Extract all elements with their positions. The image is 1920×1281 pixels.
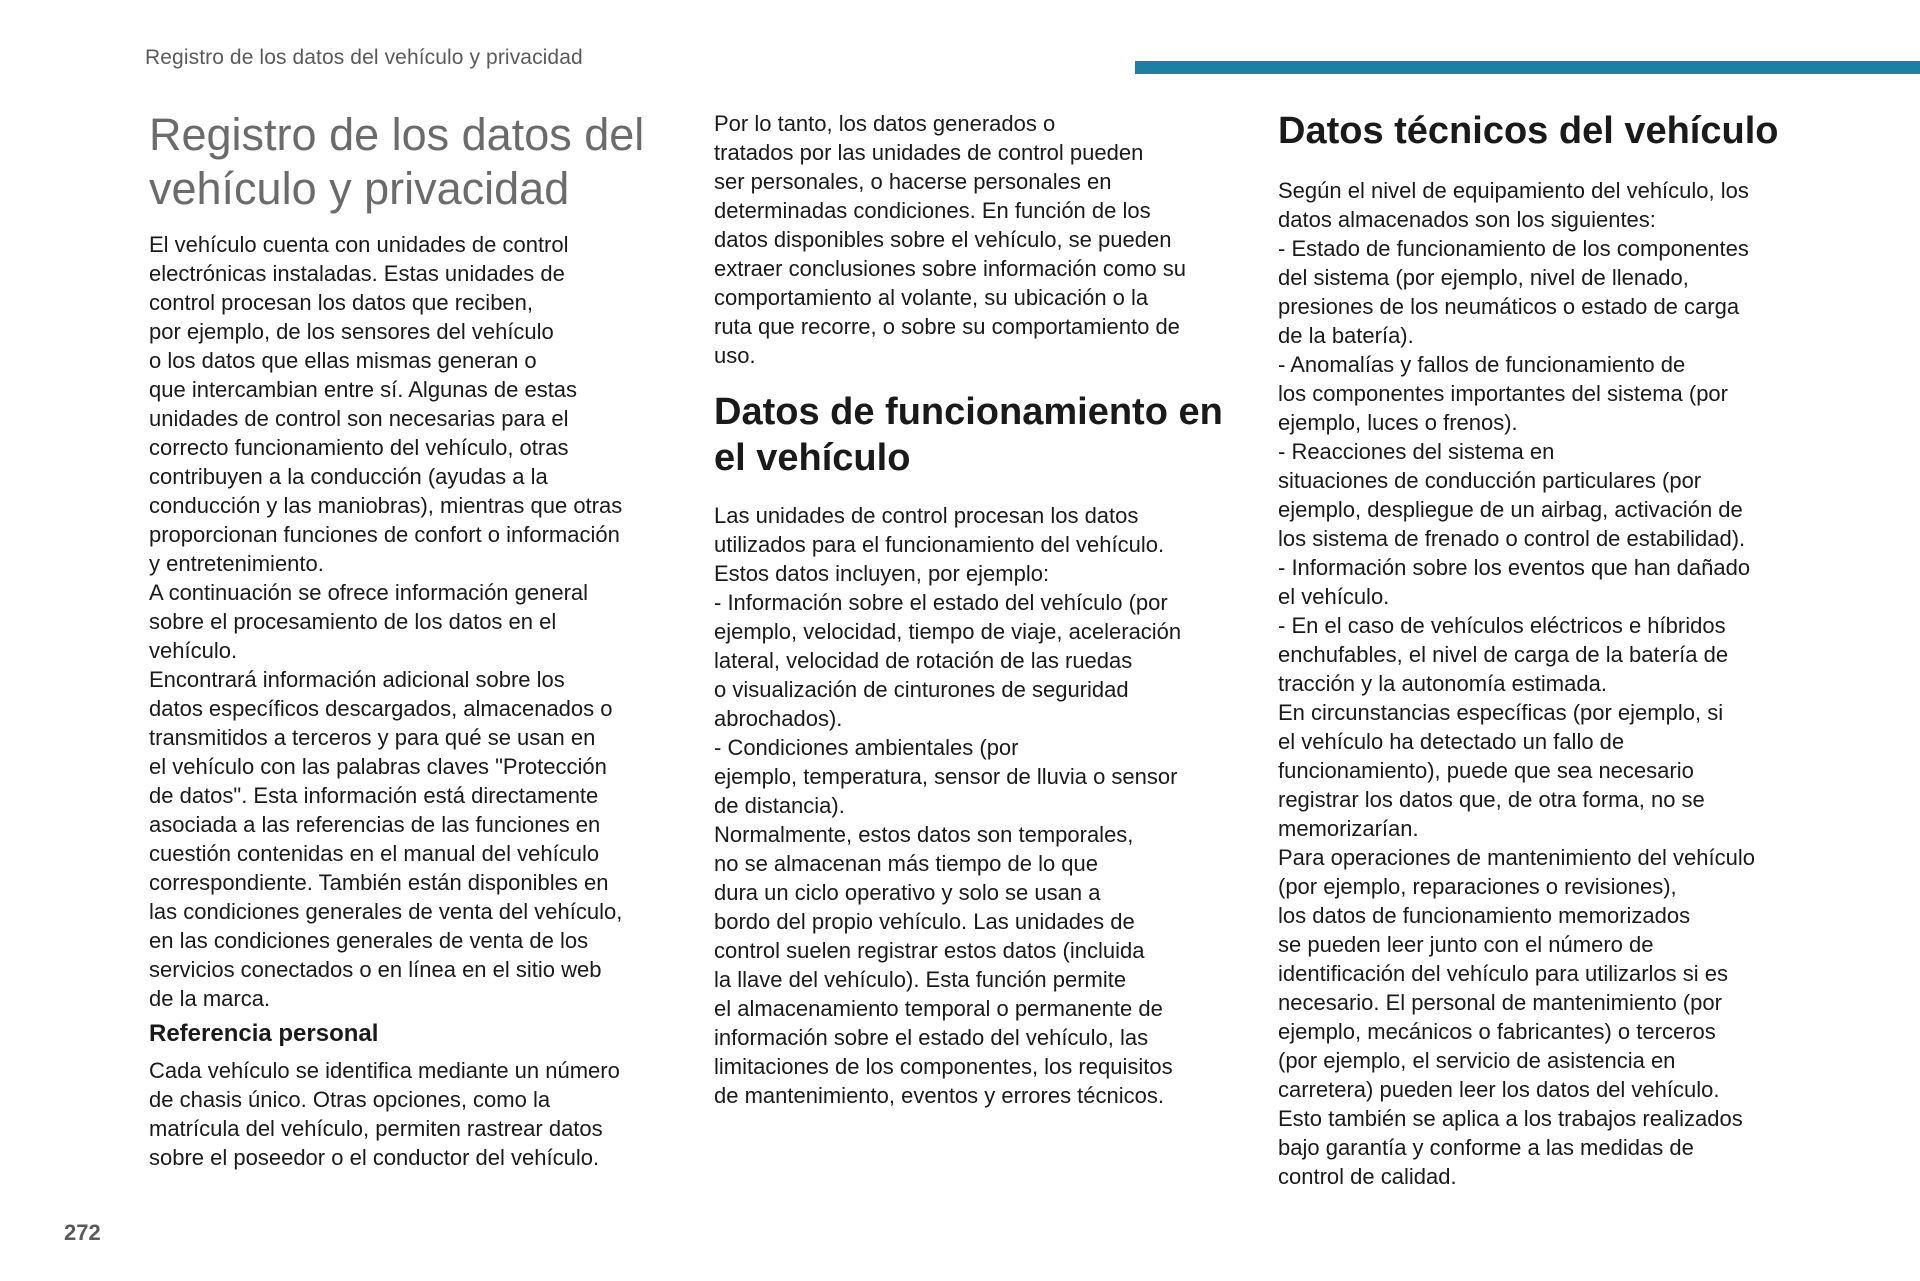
technical-data-paragraph: Según el nivel de equipamiento del vehículo, los datos almacenados son los siguientes: - Estado de funcionamiento de los componentes del sistema (por ejemplo, nivel de llenado, presiones de los neumáticos o estado de carga de la batería). - Anomalías y fallos de funcionamiento de los componentes importantes del sistema (por ejemplo, luces o frenos). - Reacciones del sistema en situaciones de conducción particulares (por ejemplo, despliegue de un airbag, activación de los sistema de frenado o control de estabilidad). - Información sobre los eventos que han dañado el vehículo. - En el caso de vehículos eléctricos e híbridos enchufables, el nivel de carga de la batería de tracción y la autonomía estimada. En circunstancias específicas (por ejemplo, si el vehículo ha detectado un fallo de funcionamiento), puede que sea necesario registrar los datos que, de otra forma, no se memorizarían. Para operaciones de mantenimiento del vehículo (por ejemplo, reparaciones o revisiones), los datos de funcionamiento memorizados se pueden leer junto con el número de identificación del vehículo para utilizarlos si es necesario. El personal de mantenimiento (por ejemplo, mecánicos o fabricantes) o terceros (por ejemplo, el servicio de asistencia en carretera) pueden leer los datos del vehículo. Esto también se aplica a los trabajos realizados bajo garantía y conforme a las medidas de control de calidad. (1278, 178, 1755, 1189)
operating-data-paragraph: Las unidades de control procesan los datos utilizados para el funcionamiento del vehículo. Estos datos incluyen, por ejemplo: - Información sobre el estado del vehículo (por ejemplo, velocidad, tiempo de viaje, aceleración lateral, velocidad de rotación de las ruedas o visualización de cinturones de seguridad abrochados). - Condiciones ambientales (por ejemplo, temperatura, sensor de lluvia o sensor de distancia). Normalmente, estos datos son temporales, no se almacenan más tiempo de lo que dura un ciclo operativo y solo se usan a bordo del propio vehículo. Las unidades de control suelen registrar estos datos (incluida la llave del vehículo). Esta función permite el almacenamiento temporal o permanente de información sobre el estado del vehículo, las limitaciones de los componentes, los requisitos de mantenimiento, eventos y errores técnicos. (714, 503, 1182, 1108)
page-number: 272 (64, 1220, 101, 1245)
running-header: Registro de los datos del vehículo y privacidad (145, 46, 583, 69)
intro-paragraph: El vehículo cuenta con unidades de control electrónicas instaladas. Estas unidades de control procesan los datos que reciben, por ejemplo, de los sensores del vehículo o los datos que ellas mismas generan o que intercambian entre sí. Algunas de estas unidades de control son necesarias para el correcto funcionamiento del vehículo, otras contribuyen a la conducción (ayudas a la conducción y las maniobras), mientras que otras proporcionan funciones de confort o información y entretenimiento. A continuación se ofrece información general sobre el procesamiento de los datos en el vehículo. Encontrará información adicional sobre los datos específicos descargados, almacenados o transmitidos a terceros y para qué se usan en el vehículo con las palabras claves "Protección de datos". Esta información está directamente asociada a las referencias de las funciones en cuestión contenidas en el manual del vehículo correspondiente. También están disponibles en las condiciones generales de venta del vehículo, en las condiciones generales de venta de los servicios conectados o en línea en el sitio web de la marca. (149, 232, 623, 1011)
page-title: Registro de los datos del vehículo y privacidad (149, 109, 645, 214)
personal-reference-paragraph: Cada vehículo se identifica mediante un número de chasis único. Otras opciones, como la matrícula del vehículo, permiten rastrear datos sobre el poseedor o el conductor del vehículo. (149, 1058, 620, 1170)
heading-operating-data: Datos de funcionamiento en el vehículo (714, 391, 1223, 479)
subheading-personal-reference: Referencia personal (149, 1020, 379, 1047)
heading-technical-data: Datos técnicos del vehículo (1278, 110, 1779, 152)
header-accent-bar (1135, 61, 1920, 74)
personal-data-paragraph: Por lo tanto, los datos generados o tratados por las unidades de control pueden ser personales, o hacerse personales en determinadas condiciones. En función de los datos disponibles sobre el vehículo, se pueden extraer conclusiones sobre información como su comportamiento al volante, su ubicación o la ruta que recorre, o sobre su comportamiento de uso. (714, 111, 1187, 368)
